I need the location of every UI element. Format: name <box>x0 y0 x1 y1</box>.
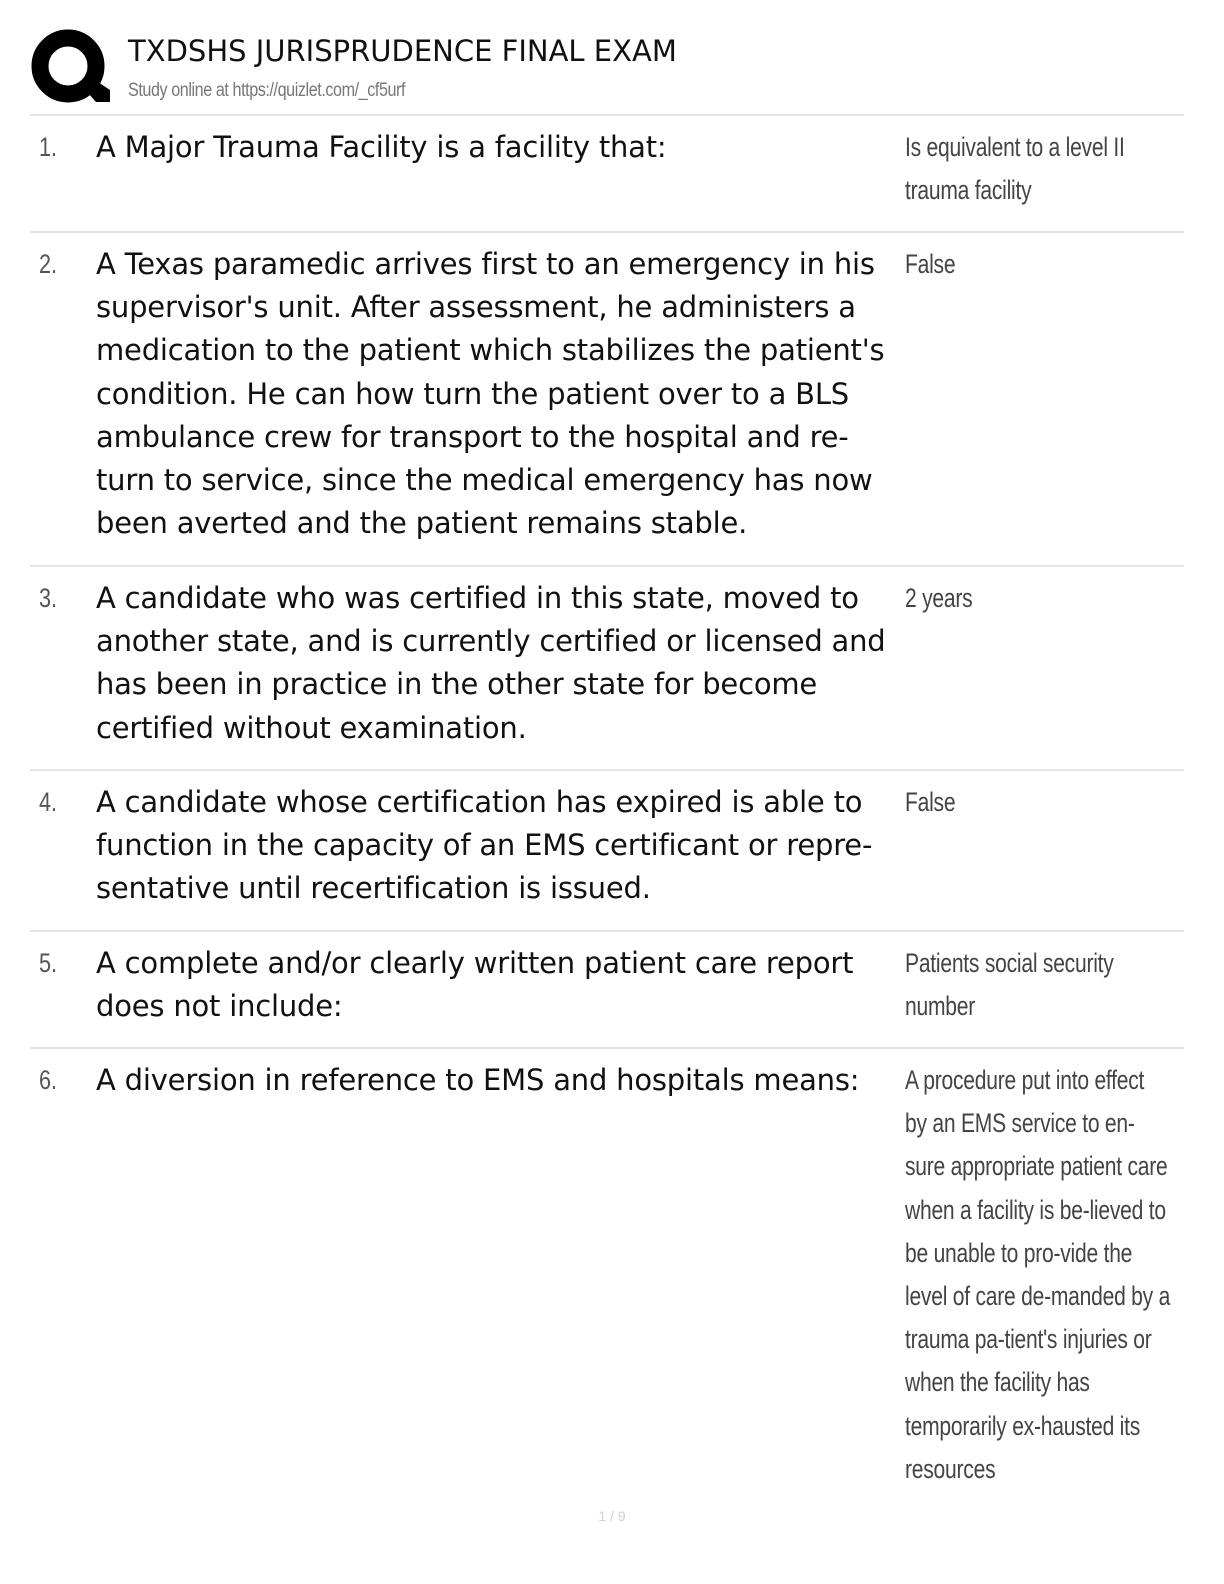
flashcard-1 <box>30 116 1184 233</box>
card-definition: False <box>905 249 956 279</box>
card-term: A candidate whose certification has expired is able to function in the capacity of an EMS certificant or repre-sentative until recertification is issued. <box>96 785 873 906</box>
card-term: A Major Trauma Facility is a facility that: <box>96 130 667 164</box>
flashcard-5 <box>30 932 1184 1049</box>
card-number: 4. <box>39 787 58 817</box>
quizlet-logo-icon <box>30 28 110 108</box>
card-number: 5. <box>39 948 58 978</box>
card-term: A candidate who was certified in this state, moved to another state, and is currently certified or licensed and has been in practice in the other state for become certified without examination. <box>96 581 886 745</box>
flashcard-3 <box>30 567 1184 771</box>
study-online-link[interactable]: Study online at https://quizlet.com/_cf5urf <box>128 80 406 101</box>
flashcard-4 <box>30 771 1184 932</box>
card-term: A complete and/or clearly written patient care report does not include: <box>96 946 854 1024</box>
card-definition: 2 years <box>905 583 973 613</box>
card-number: 2. <box>39 249 58 279</box>
card-number: 1. <box>39 132 58 162</box>
flashcard-list <box>30 116 1184 1509</box>
card-definition: Is equivalent to a level II trauma facility <box>905 132 1125 206</box>
card-definition: Patients social security number <box>905 948 1114 1022</box>
document-header <box>30 28 1184 114</box>
card-term: A diversion in reference to EMS and hospitals means: <box>96 1063 860 1097</box>
card-definition: A procedure put into effect by an EMS service to en-sure appropriate patient care when a facility is be-lieved to be unable to pro-vide the level of care de-manded by a trauma pa-tient's injuries or when the facility has temporarily ex-hausted its resources <box>905 1065 1171 1484</box>
page-number: 1 / 9 <box>598 1508 626 1524</box>
document-title: TXDSHS JURISPRUDENCE FINAL EXAM <box>128 34 677 68</box>
flashcard-2 <box>30 233 1184 567</box>
flashcard-6 <box>30 1049 1184 1509</box>
card-number: 3. <box>39 583 58 613</box>
card-term: A Texas paramedic arrives first to an emergency in his supervisor's unit. After assessment, he administers a medication to the patient which stabilizes the patient's condition. He can how turn the patient over to a BLS ambulance crew for transport to the hospital and re-turn to service, since the medical emergency has now been averted and the patient remains stable. <box>96 247 885 541</box>
card-definition: False <box>905 787 956 817</box>
card-number: 6. <box>39 1065 58 1095</box>
